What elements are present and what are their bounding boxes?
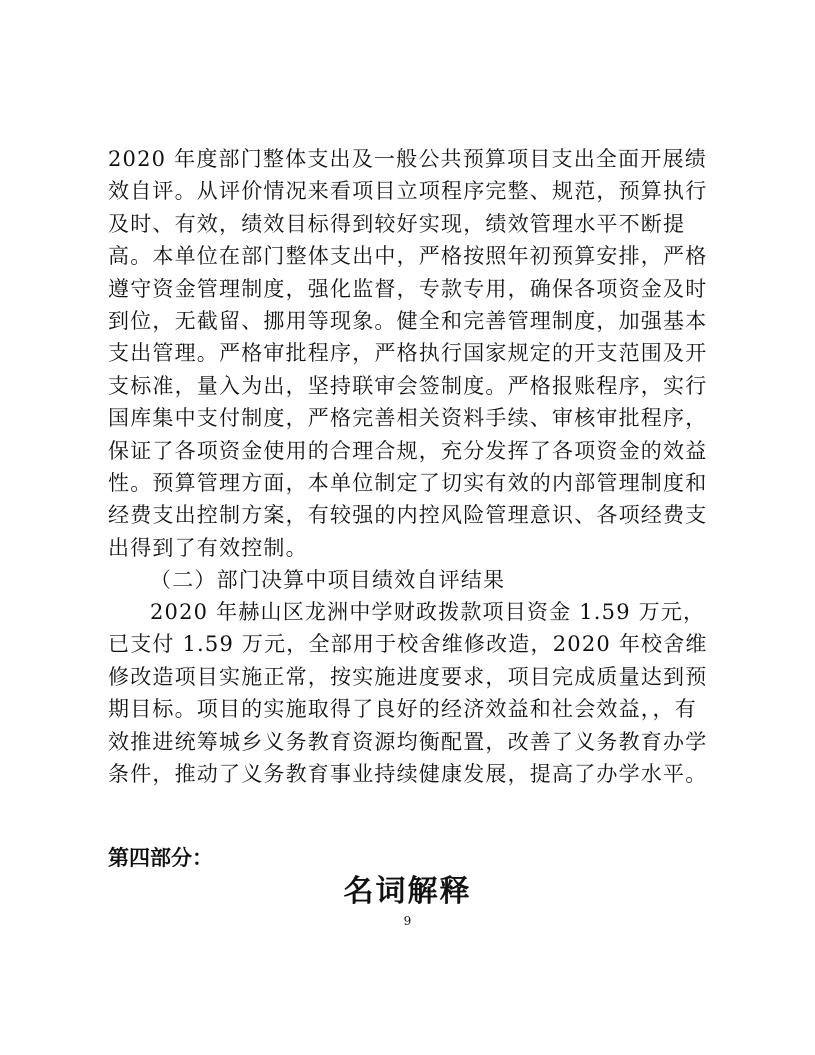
section-label: 第四部分：: [108, 846, 213, 870]
page-number: 9: [403, 914, 412, 928]
section-title: 名词解释: [343, 874, 472, 909]
body-paragraph: 2020 年度部门整体支出及一般公共预算项目支出全面开展绩效自评。从评价情况来看项目立项程序完整、规范，预算执行及时、有效，绩效目标得到较好实现，绩效管理水平不断提高。本单位在部门整体支出中，严格按照年初预算安排，严格遵守资金管理制度，强化监督，专款专用，确保各项资金及时到位，无截留、挪用等现象。健全和完善管理制度，加强基本支出管理。严格审批程序，严格执行国家规定的开支范围及开支标准，量入为出，坚持联审会签制度。严格报账程序，实行国库集中支付制度，严格完善相关资料手续、审核审批程序，保证了各项资金使用的合理合规，充分发挥了各项资金的效益性。预算管理方面，本单位制定了切实有效的内部管理制度和经费支出控制方案，有较强的内控风险管理意识、各项经费支出得到了有效控制。: [108, 147, 708, 560]
subheading: （二）部门决算中项目绩效自评结果: [150, 568, 506, 592]
body-paragraph: 2020 年赫山区龙洲中学财政拨款项目资金 1.59 万元，已支付 1.59 万元，全部用于校舍维修改造，2020 年校舍维修改造项目实施正常，按实施进度要求，项目完成质量达到预期目标。项目的实施取得了良好的经济效益和社会效益，，有效推进统筹城乡义务教育资源均衡配置，改善了义务教育办学条件，推动了义务教育事业持续健康发展，提高了办学水平。: [108, 600, 708, 787]
